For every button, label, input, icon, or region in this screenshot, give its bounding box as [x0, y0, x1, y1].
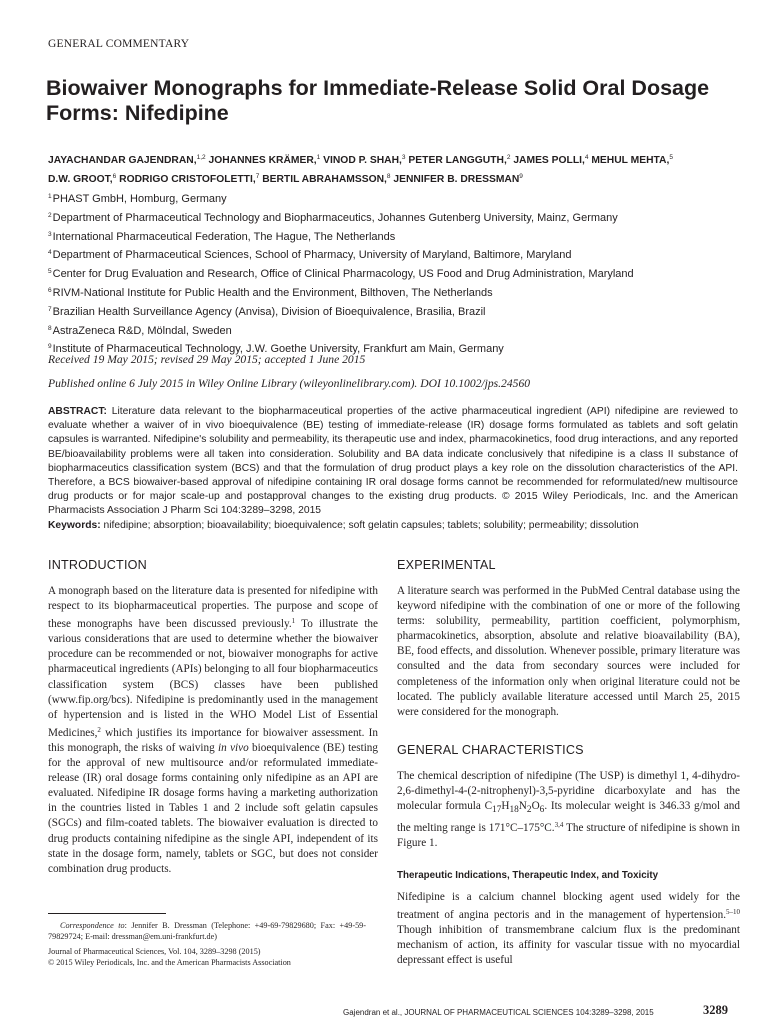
affiliation: $^6$RIVM-National Institute for Public Health and the Environment, Bilthoven, The Netherlands — [48, 286, 493, 299]
affiliation: $^5$Center for Drug Evaluation and Research, Office of Clinical Pharmacology, US Food and Drug Administration, Maryland — [48, 268, 634, 281]
author: JOHANNES KRÄMER,$^1$ — [208, 154, 321, 166]
author: MEHUL MEHTA,$^5$ — [591, 154, 673, 166]
published-info: Published online 6 July 2015 in Wiley Online Library (wileyonlinelibrary.com). DOI 10.1002/jps.24560 — [48, 377, 531, 390]
author: BERTIL ABRAHAMSSON,$^8$ — [262, 173, 391, 185]
author: PETER LANGGUTH,$^2$ — [408, 154, 511, 166]
affiliation: $^2$Department of Pharmaceutical Technology and Biopharmaceutics, Johannes Gutenberg University, Mainz, Germany — [48, 211, 618, 224]
experimental-paragraph: A literature search was performed in the PubMed Central database using the keyword nifedipine with the combination of one or more of the following terms: solubility, permeability, partition coefficient, polymorphism, pharmacokinetics, absorption, absolute and relative bioavailability (BA), BE, food effects, and dissolution. Whenever possible, primary literature was consulted and the data from secondary sources were included for completeness of the information only when original literature could not be located. The publicly available literature accessed until March 25, 2015 were considered for the monograph. — [397, 585, 740, 718]
affiliation: $^8$AstraZeneca R&D, Mölndal, Sweden — [48, 324, 232, 337]
author: JENNIFER B. DRESSMAN$^9$ — [393, 173, 523, 185]
article-title — [46, 76, 736, 126]
therapeutic-paragraph: Nifedipine is a calcium channel blocking agent used widely for the treatment of angina pectoris and in the management of hypertension.$^{5-10}$ Though inhibition of transmembrane calcium flux is the predominant mechanism of action, its affinity for vascular tissue with no myocardial depressant effect is useful — [397, 890, 740, 966]
introduction-paragraph: A monograph based on the literature data is presented for nifedipine with respect to its biopharmaceutical properties. The purpose and scope of these monographs have been discussed previously.$^1$ To illustrate the various considerations that are used to determine whether the biowaiver procedure can be recommended or not, biowaiver monographs for active pharmaceutical ingredients (APIs) belonging to all four biopharmaceutics classification system (BCS) classes have been published (www.fip.org/bcs). Nifedipine is predominantly used in the management of hypertension and is listed in the WHO Model List of Essential Medicines,$^2$ which justifies its importance for biowaiver assessment. In this monograph, the risks of waiving in vivo bioequivalence (BE) testing for the approval of new multisource and/or reformulated immediate-release (IR) oral dosage forms containing only nifedipine as an API are evaluated. Nifedipine IR dosage forms having a marketing authorization in the countries listed in Tables 1 and 2 include soft gelatin capsules (SGCs) and film-coated tablets. The biowaiver evaluation is directed to drug products containing nifedipine as the single API, independent of its state in the dosage form, namely, tablets or SGC, but does not consider combination drug products. — [48, 585, 378, 875]
keywords-text: nifedipine; absorption; bioavailability; bioequivalence; soft gelatin capsules; tablets; solubility; permeability; dissolution — [100, 520, 639, 531]
experimental-heading: EXPERIMENTAL — [397, 558, 496, 572]
general-characteristics-heading: GENERAL CHARACTERISTICS — [397, 742, 584, 757]
left-column — [48, 558, 378, 877]
running-footer: Gajendran et al., JOURNAL OF PHARMACEUTICAL SCIENCES 104:3289–3298, 2015 — [343, 1008, 654, 1017]
affiliation: $^9$Institute of Pharmaceutical Technology, J.W. Goethe University, Frankfurt am Main, Germany — [48, 343, 504, 356]
copyright-note: © 2015 Wiley Periodicals, Inc. and the American Pharmacists Association — [48, 958, 291, 967]
keywords — [48, 519, 738, 533]
author: D.W. GROOT,$^6$ — [48, 173, 117, 185]
affiliation: $^3$International Pharmaceutical Federation, The Hague, The Netherlands — [48, 230, 396, 243]
footnotes — [48, 920, 366, 968]
right-column — [397, 558, 740, 968]
author: VINOD P. SHAH,$^3$ — [323, 154, 406, 166]
author-list — [48, 150, 738, 188]
section-kicker: GENERAL COMMENTARY — [48, 38, 190, 50]
abstract-label: ABSTRACT: — [48, 406, 107, 417]
page-number: 3289 — [703, 1003, 728, 1017]
affiliation: $^4$Department of Pharmaceutical Sciences, School of Pharmacy, University of Maryland, Baltimore, Maryland — [48, 249, 572, 262]
correspondence-note: Correspondence to: Jennifer B. Dressman (Telephone: +49-69-79829680; Fax: +49-59-79829724; E-mail: dressman@em.uni-frankfurt.de) — [48, 921, 366, 941]
affiliation: $^1$PHAST GmbH, Homburg, Germany — [48, 193, 227, 205]
footnote-rule — [48, 913, 166, 914]
title-line-2: Forms: Nifedipine — [46, 101, 229, 125]
journal-citation: Journal of Pharmaceutical Sciences, Vol. 104, 3289–3298 (2015) — [48, 947, 261, 956]
general-characteristics-paragraph: The chemical description of nifedipine (The USP) is dimethyl 1, 4-dihydro-2,6-dimethyl-4-(2-nitrophenyl)-3,5-pyridine dicarboxylate and has the molecular formula $C_{17}H_{18}N_2O_6$. Its molecular weight is 346.33 g/mol and the melting range is 171°C–175°C.$^{3,4}$ The structure of nifedipine is shown in Figure 1. — [397, 769, 740, 850]
abstract-text: Literature data relevant to the biopharmaceutical properties of the active pharmaceutical ingredient (API) nifedipine are reviewed to evaluate whether a waiver of in vivo bioequivalence (BE) testing of immediate-release (IR) dosage forms formulated as tablets and soft gelatin capsules is warranted. Nifedipine's solubility and permeability, its therapeutic use and index, pharmacokinetics, food drug interactions, and any reported BE/bioavailability problems were all taken into consideration. Solubility and BA data indicate conclusively that nifedipine is a class II substance of biopharmaceutics classification system (BCS) and that the formulation of drug product plays a key role on the dissolution characteristics of the API. Therefore, a BCS biowaiver-based approval of nifedipine containing IR oral dosage forms cannot be recommended for reformulated/new multisource drug products or for major scale-up and postapproval changes to the existing drug products. © 2015 Wiley Periodicals, Inc. and the American Pharmacists Association J Pharm Sci 104:3289–3298, 2015 — [48, 406, 738, 517]
affiliation: $^7$Brazilian Health Surveillance Agency (Anvisa), Division of Bioequivalence, Brasilia, Brazil — [48, 305, 486, 318]
received-dates: Received 19 May 2015; revised 29 May 2015; accepted 1 June 2015 — [48, 353, 366, 366]
author: RODRIGO CRISTOFOLETTI,$^7$ — [119, 173, 260, 185]
abstract — [48, 405, 738, 519]
keywords-label: Keywords: — [48, 520, 101, 531]
author: JAYACHANDAR GAJENDRAN,$^{1,2}$ — [48, 154, 206, 166]
affiliation-list — [48, 189, 738, 358]
therapeutic-subheading: Therapeutic Indications, Therapeutic Index, and Toxicity — [397, 869, 659, 881]
title-line-1: Biowaiver Monographs for Immediate-Release Solid Oral Dosage — [46, 76, 710, 100]
article-history — [48, 348, 738, 396]
introduction-heading: INTRODUCTION — [48, 558, 147, 572]
author: JAMES POLLI,$^4$ — [513, 154, 589, 166]
